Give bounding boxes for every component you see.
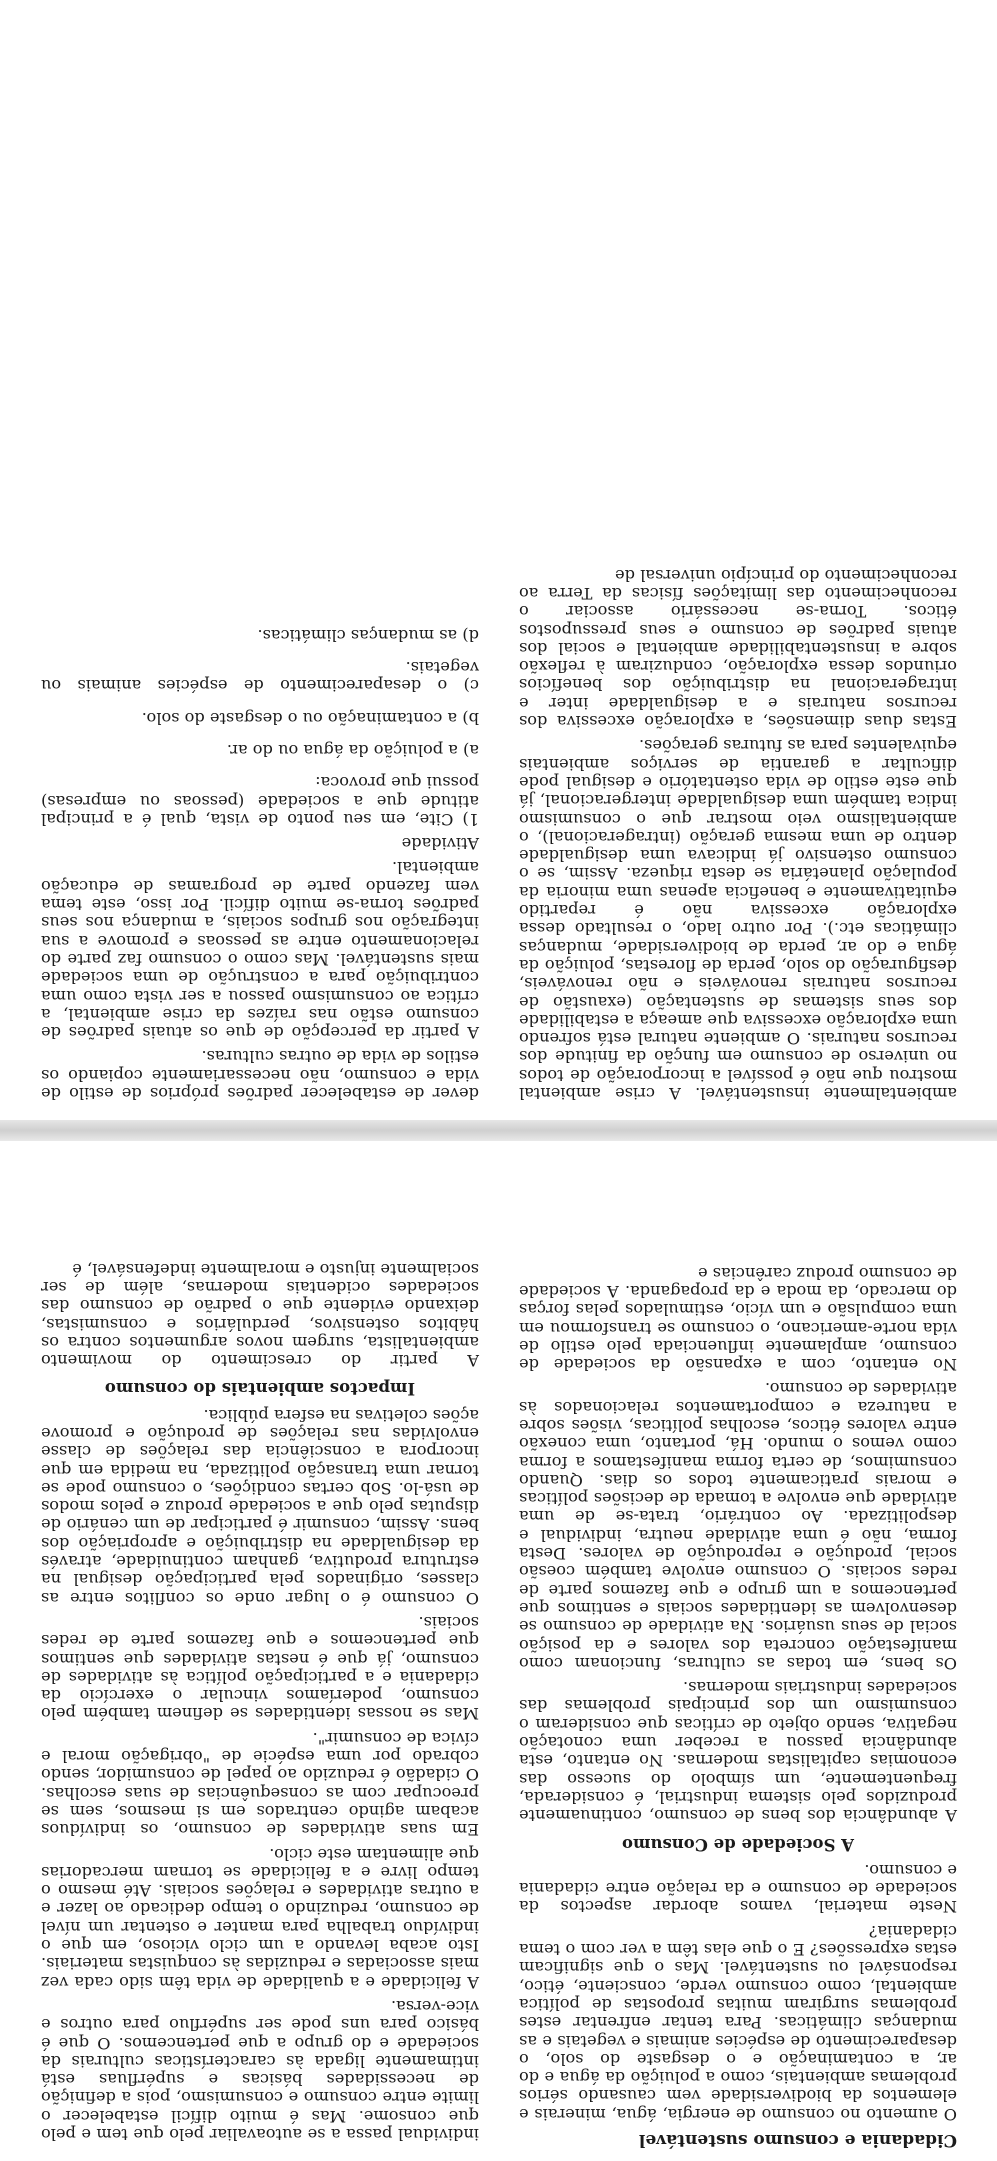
paragraph: Em suas atividades de consumo, os indivíduos acabam agindo centrados em si mesmos, sem se preocupar com as consequências de suas escolhas. O cidadão é reduzido ao papel de consumidor, sendo cobrado por uma espécie de "obrigação moral e cívica de consumir".: [41, 1728, 479, 1840]
paragraph: Neste material, vamos abordar aspectos da sociedade de consumo e da relação entre cidadania e consumo.: [519, 1860, 957, 1917]
lower-right-column: [41, 1159, 479, 2143]
lower-left-column: [519, 1159, 957, 2150]
page-divider: [0, 1120, 997, 1141]
upper-right-column: [41, 18, 479, 1102]
paragraph: Mas se nossas identidades se definem também pelo consumo, poderíamos vincular o exercício da cidadania e a participação política às atividades de consumo, já que é nestas atividades que sentimos que pertencemos e que fazemos parte de redes sociais.: [41, 1612, 479, 1724]
lower-page: [0, 1141, 997, 2161]
section-heading: A Sociedade de Consumo: [622, 1834, 854, 1854]
page-title: Cidadania e consumo sustentável: [638, 2130, 957, 2150]
question-1: 1) Cite, em seu ponto de vista, qual é a principal atitude que a sociedade (pessoas ou empresas) possui que provoca:: [41, 773, 479, 829]
paragraph: dever de estabelecer padrões próprios de estilo de vida e consumo, não necessariamente copiando os estilos de vida de outras culturas.: [41, 1047, 479, 1103]
paragraph: No entanto, com a expansão da sociedade de consumo, amplamente influenciada pelo estilo de vida norte-americano, o consumo se transformou em uma compulsão e um vício, estimulados pelas forças do mercado, da moda e da propaganda. A sociedade de consumo produz carências e: [519, 1263, 957, 1375]
upper-left-column: [519, 18, 957, 1102]
section-heading: Impactos ambientais do consumo: [104, 1379, 416, 1399]
paragraph: A partir do crescimento do movimento ambientalista, surgem novos argumentos contra os hábitos ostensivos, perdulários e consumistas, deixando evidente que o padrão de consumo das sociedades ocidentais modernas, além de ser socialmente injusto e moralmente indefensável, é: [41, 1259, 479, 1371]
paragraph: Estas duas dimensões, a exploração excessiva dos recursos naturais e a desigualdade inter e intrageracional na distribuição dos benefícios oriundos dessa exploração, conduziram à reflexão sobre a insustentabilidade ambiental e social dos atuais padrões de consumo e seus pressupostos éticos. Torna-se necessário associar o reconhecimento das limitações físicas da Terra ao reconhecimento do princípio universal de: [519, 565, 957, 732]
paragraph: A abundância dos bens de consumo, continuamente produzidos pelo sistema industrial, é considerada, frequentemente, um símbolo do sucesso das economias capitalistas modernas. No entanto, esta abundância passou a receber uma conotação negativa, sendo objeto de críticas que consideram o consumismo um dos principais problemas das sociedades industriais modernas.: [519, 1678, 957, 1826]
activity-list: [41, 625, 479, 827]
activity-title: Atividade: [401, 834, 479, 854]
question-d: d) as mudanças climáticas.: [257, 625, 479, 645]
paragraph: O aumento no consumo de energia, água, minerais e elementos da biodiversidade vem causando sérios problemas ambientais, como a poluição da água e do ar, a contaminação e o desgaste do solo, o desaparecimento de espécies animais e vegetais e as mudanças climáticas. Para tentar enfrentar estes problemas surgiram muitas propostas de política ambiental, como consumo verde, consciente, ético, responsável ou sustentável. Mas o que significam estas expressões? E o que elas têm a ver com o tema cidadania?: [519, 1921, 957, 2124]
paragraph: A felicidade e a qualidade de vida têm sido cada vez mais associadas e reduzidas às conquistas materiais. Isto acaba levando a um ciclo vicioso, em que o indivíduo trabalha para manter e ostentar um nível de consumo, reduzindo o tempo dedicado ao lazer e a outras atividades e relações sociais. Até mesmo o tempo livre e a felicidade se tornam mercadorias que alimentam este ciclo.: [41, 1844, 479, 1992]
paragraph: ambientalmente insustentável. A crise ambiental mostrou que não é possível a incorporação de todos no universo de consumo em função da finitude dos recursos naturais. O ambiente natural está sofrendo uma exploração excessiva que ameaça a estabilidade dos seus sistemas de sustentação (exaustão de recursos naturais renováveis e não renováveis, desfiguração do solo, perda de florestas, poluição da água e do ar, perda de biodiversidade, mudanças climáticas etc.). Por outro lado, o resultado dessa exploração excessiva não é repartido equitativamente e beneficia apenas uma minoria da população planetária se desta riqueza. Assim, se o consumo ostensivo já indicava uma desigualdade dentro de uma mesma geração (intrageracional), o ambientalismo veio mostrar que o consumismo indica também uma desigualdade intergeracional, já que este estilo de vida ostentatório e desigual pode dificultar a garantia de serviços ambientais equivalentes para as futuras gerações.: [519, 736, 957, 1103]
paragraph: Os bens, em todas as culturas, funcionam como manifestação concreta dos valores e da posição social de seus usuários. Na atividade de consumo se desenvolvem as identidades sociais e sentimos que pertencemos a um grupo e que fazemos parte de redes sociais. O consumo envolve também coesão social, produção e reprodução de valores. Desta forma, não é uma atividade neutra, individual e despolitizada. Ao contrário, trata-se de uma atividade que envolve a tomada de decisões políticas e morais praticamente todos os dias. Quando consumimos, de certa forma manifestamos a forma como vemos o mundo. Há, portanto, uma conexão entre valores éticos, escolhas políticas, visões sobre a natureza e comportamentos relacionados às atividades de consumo.: [519, 1379, 957, 1673]
question-b: b) a contaminação ou o desgaste do solo.: [141, 708, 479, 728]
paragraph: individual passa a se autoavaliar pelo que tem e pelo que consome. Mas é muito difícil estabelecer o limite entre consumo e consumismo, pois a definição de necessidades básicas e supérfluas está intimamente ligada às características culturais da sociedade e do grupo a que pertencemos. O que é básico para uns pode ser supérfluo para outros e vice-versa.: [41, 1996, 479, 2144]
question-a: a) a poluição da água ou do ar.: [226, 740, 479, 760]
paragraph: O consumo é o lugar onde os conflitos entre as classes, originados pela participação desigual na estrutura produtiva, ganham continuidade, através da desigualdade na distribuição e apropriação dos bens. Assim, consumir é participar de um cenário de disputas pelo que a sociedade produz e pelos modos de usá-lo. Sob certas condições, o consumo pode se tornar uma transação politizada, na medida em que incorpora a consciência das relações de classe envolvidas nas relações de produção e promove ações coletivas na esfera pública.: [41, 1405, 479, 1608]
question-c: c) o desaparecimento de espécies animais ou vegetais.: [41, 658, 479, 696]
paragraph: A partir da percepção de que os atuais padrões de consumo estão nas raízes da crise ambiental, a crítica ao consumismo passou a ser vista como uma contribuição para a construção de uma sociedade mais sustentável. Mas como o consumo faz parte do relacionamento entre as pessoas e promove a sua integração nos grupos sociais, a mudança nos seus padrões torna-se muito difícil. Por isso, este tema vem fazendo parte de programas de educação ambiental.: [41, 858, 479, 1043]
